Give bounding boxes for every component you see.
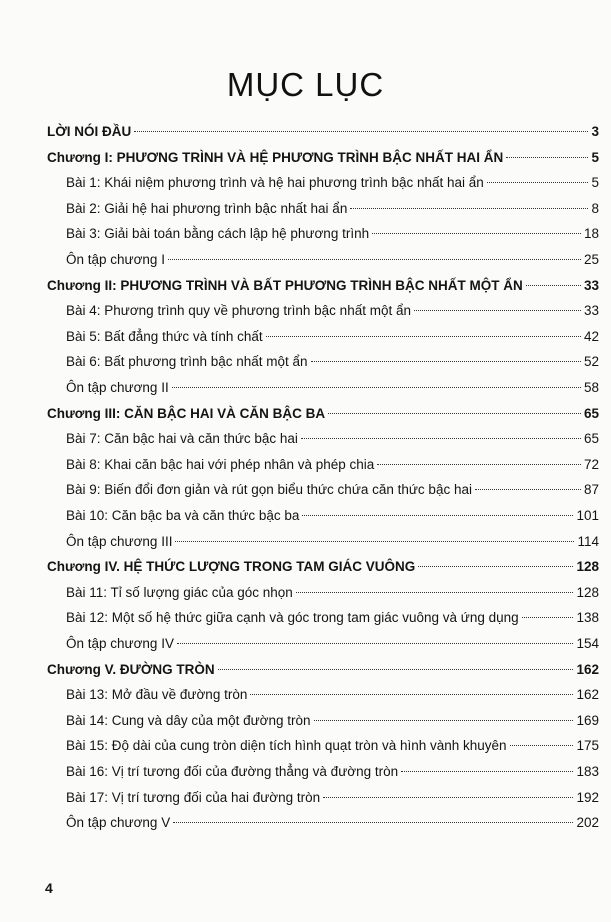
dot-leader	[302, 515, 573, 516]
toc-entry-page: 202	[576, 815, 599, 831]
toc-entry-label: Ôn tập chương IV	[66, 636, 174, 651]
toc-entry-page: 3	[591, 124, 599, 139]
dot-leader	[510, 745, 574, 746]
toc-entry-page: 5	[591, 175, 599, 191]
toc-entry-label: Chương II: PHƯƠNG TRÌNH VÀ BẤT PHƯƠNG TRÌNH BẬC NHẤT MỘT ẨN	[47, 277, 523, 293]
toc-lesson-entry	[66, 506, 599, 526]
dot-leader	[172, 387, 581, 388]
toc-entry-page: 33	[583, 303, 599, 319]
dot-leader	[475, 489, 581, 490]
toc-entry-page: 52	[583, 354, 599, 370]
toc-entry-label: Bài 12: Một số hệ thức giữa cạnh và góc trong tam giác vuông và ứng dụng	[66, 610, 519, 626]
toc-entry-page: 25	[583, 252, 599, 267]
dot-leader	[350, 208, 588, 209]
toc-entry-label: LỜI NÓI ĐẦU	[47, 124, 132, 139]
toc-entry-label: Chương I: PHƯƠNG TRÌNH VÀ HỆ PHƯƠNG TRÌNH BẬC NHẤT HAI ẨN	[47, 149, 504, 165]
dot-leader	[175, 541, 574, 542]
toc-entry-page: 183	[576, 764, 599, 779]
toc-entry-label: Bài 7: Căn bậc hai và căn thức bậc hai	[66, 431, 298, 447]
toc-entry-label: Bài 4: Phương trình quy về phương trình bậc nhất một ẩn	[66, 303, 411, 319]
toc-chapter-entry	[47, 404, 599, 424]
dot-leader	[377, 464, 581, 465]
toc-lesson-entry	[66, 199, 599, 219]
toc-chapter-entry	[47, 557, 599, 577]
toc-entry-page: 128	[576, 584, 599, 600]
toc-entry-page: 8	[591, 200, 599, 216]
toc-entry-page: 154	[576, 636, 599, 651]
toc-entry-page: 138	[576, 610, 599, 626]
toc-entry-label: Bài 3: Giải bài toán bằng cách lập hệ phương trình	[66, 226, 370, 242]
dot-leader	[414, 310, 581, 311]
toc-entry-page: 72	[583, 456, 599, 472]
toc-lesson-entry	[66, 608, 599, 628]
table-of-contents	[0, 122, 611, 862]
toc-entry-page: 114	[577, 533, 599, 549]
dot-leader	[266, 336, 581, 337]
toc-entry-label: Bài 17: Vị trí tương đối của hai đường tròn	[66, 789, 321, 805]
toc-lesson-entry	[66, 711, 599, 731]
toc-entry-label: Chương V. ĐƯỜNG TRÒN	[47, 661, 215, 677]
page-number: 4	[45, 880, 53, 896]
toc-entry-label: Bài 8: Khai căn bậc hai với phép nhân và phép chia	[66, 456, 375, 472]
toc-lesson-entry	[66, 736, 599, 756]
dot-leader	[314, 720, 574, 721]
toc-entry-label: Bài 13: Mở đầu về đường tròn	[66, 687, 248, 703]
toc-lesson-entry	[66, 583, 599, 603]
toc-entry-label: Bài 16: Vị trí tương đối của đường thẳng và đường tròn	[66, 764, 399, 779]
toc-chapter-entry	[47, 276, 599, 296]
toc-chapter-entry	[47, 148, 599, 168]
toc-entry-label: Ôn tập chương I	[66, 252, 165, 267]
toc-chapter-entry	[47, 122, 599, 142]
dot-leader	[487, 182, 589, 183]
toc-lesson-entry	[66, 173, 599, 193]
toc-entry-label: Chương III: CĂN BẬC HAI VÀ CĂN BẬC BA	[47, 405, 326, 421]
toc-entry-label: Bài 10: Căn bậc ba và căn thức bậc ba	[66, 508, 300, 523]
toc-entry-page: 87	[583, 482, 599, 498]
dot-leader	[250, 694, 573, 695]
toc-entry-page: 175	[576, 738, 599, 754]
toc-lesson-entry	[66, 480, 599, 500]
toc-entry-label: Bài 1: Khái niệm phương trình và hệ hai phương trình bậc nhất hai ẩn	[66, 175, 484, 191]
toc-lesson-entry	[66, 378, 599, 398]
toc-entry-label: Bài 2: Giải hệ hai phương trình bậc nhất hai ẩn	[66, 200, 348, 216]
toc-entry-page: 42	[583, 328, 599, 344]
dot-leader	[134, 131, 588, 132]
dot-leader	[418, 566, 573, 567]
toc-entry-label: Bài 9: Biến đổi đơn giản và rút gọn biểu thức chứa căn thức bậc hai	[66, 482, 472, 498]
toc-lesson-entry	[66, 224, 599, 244]
toc-entry-page: 18	[583, 226, 599, 242]
toc-entry-page: 169	[576, 712, 599, 728]
toc-lesson-entry	[66, 429, 599, 449]
toc-lesson-entry	[66, 301, 599, 321]
dot-leader	[323, 797, 573, 798]
dot-leader	[506, 157, 588, 158]
toc-entry-page: 162	[576, 661, 599, 677]
dot-leader	[311, 361, 581, 362]
toc-entry-label: Ôn tập chương III	[66, 533, 173, 549]
dot-leader	[328, 413, 581, 414]
toc-entry-page: 58	[583, 380, 599, 395]
dot-leader	[218, 669, 574, 670]
dot-leader	[522, 617, 574, 618]
toc-lesson-entry	[66, 634, 599, 654]
toc-lesson-entry	[66, 352, 599, 372]
toc-lesson-entry	[66, 813, 599, 833]
toc-lesson-entry	[66, 762, 599, 782]
toc-entry-page: 65	[583, 405, 599, 421]
toc-entry-label: Bài 6: Bất phương trình bậc nhất một ẩn	[66, 354, 308, 370]
toc-lesson-entry	[66, 788, 599, 808]
toc-entry-label: Ôn tập chương V	[66, 815, 171, 831]
toc-entry-page: 33	[583, 277, 599, 293]
toc-entry-label: Bài 15: Độ dài của cung tròn diện tích hình quạt tròn và hình vành khuyên	[66, 738, 507, 754]
dot-leader	[168, 259, 581, 260]
dot-leader	[401, 771, 573, 772]
toc-entry-label: Ôn tập chương II	[66, 380, 169, 395]
dot-leader	[177, 643, 574, 644]
dot-leader	[526, 285, 581, 286]
toc-entry-page: 128	[576, 559, 599, 575]
dot-leader	[296, 592, 574, 593]
toc-entry-label: Bài 14: Cung và dây của một đường tròn	[66, 712, 311, 728]
toc-entry-label: Bài 11: Tỉ số lượng giác của góc nhọn	[66, 584, 293, 600]
toc-lesson-entry	[66, 685, 599, 705]
toc-entry-page: 162	[576, 687, 599, 703]
toc-chapter-entry	[47, 660, 599, 680]
dot-leader	[372, 233, 581, 234]
toc-entry-page: 101	[576, 508, 599, 523]
dot-leader	[173, 822, 573, 823]
toc-entry-label: Bài 5: Bất đẳng thức và tính chất	[66, 328, 263, 344]
toc-lesson-entry	[66, 250, 599, 270]
toc-lesson-entry	[66, 327, 599, 347]
page-title: MỤC LỤC	[226, 66, 385, 103]
toc-entry-label: Chương IV. HỆ THỨC LƯỢNG TRONG TAM GIÁC VUÔNG	[47, 559, 416, 575]
toc-lesson-entry	[66, 532, 599, 552]
toc-entry-page: 5	[591, 149, 599, 165]
toc-lesson-entry	[66, 455, 599, 475]
toc-entry-page: 65	[583, 431, 599, 447]
toc-entry-page: 192	[576, 789, 599, 805]
dot-leader	[301, 438, 581, 439]
